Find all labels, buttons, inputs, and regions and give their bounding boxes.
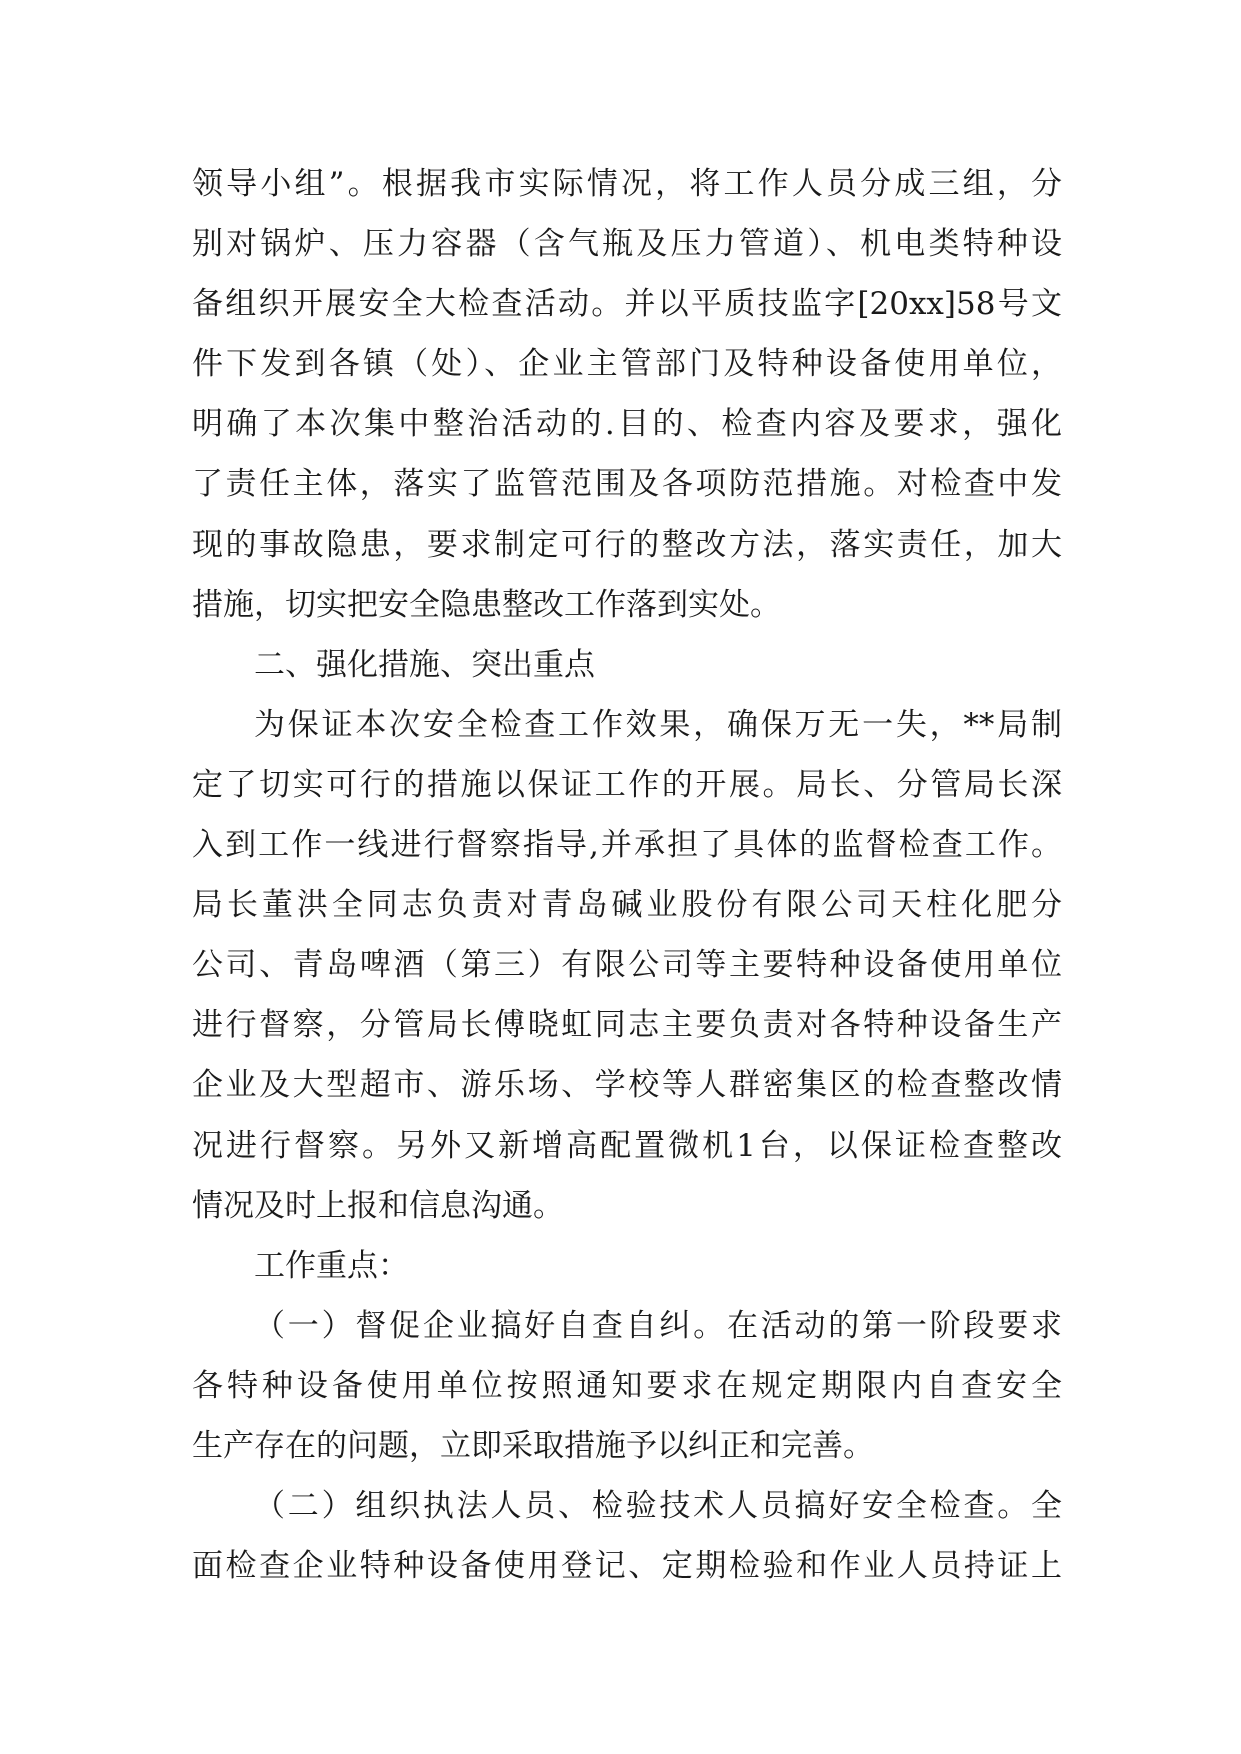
- paragraph-line: 领导小组”。根据我市实际情况，将工作人员分成三组，分: [192, 166, 1062, 202]
- paragraph-line: 件下发到各镇（处）、企业主管部门及特种设备使用单位，: [192, 346, 1062, 383]
- section-heading: 二、强化措施、突出重点: [254, 646, 595, 683]
- paragraph-line: 进行督察，分管局长傅晓虹同志主要负责对各特种设备生产: [192, 1007, 1062, 1044]
- paragraph-line: 入到工作一线进行督察指导,并承担了具体的监督检查工作。: [192, 827, 1062, 864]
- document-body: [192, 154, 1062, 1596]
- paragraph-line: （二）组织执法人员、检验技术人员搞好安全检查。全: [254, 1488, 1062, 1525]
- paragraph-line: 现的事故隐患，要求制定可行的整改方法，落实责任，加大: [192, 526, 1062, 563]
- paragraph-line: 面检查企业特种设备使用登记、定期检验和作业人员持证上: [192, 1548, 1062, 1585]
- paragraph-line: 况进行督察。另外又新增高配置微机1台，以保证检查整改: [192, 1127, 1062, 1164]
- paragraph-line: 措施，切实把安全隐患整改工作落到实处。: [192, 586, 781, 623]
- paragraph-line: （一）督促企业搞好自查自纠。在活动的第一阶段要求: [254, 1307, 1062, 1344]
- paragraph-line: 为保证本次安全检查工作效果，确保万无一失，**局制: [254, 706, 1062, 743]
- paragraph-line: 别对锅炉、压力容器（含气瓶及压力管道）、机电类特种设: [192, 226, 1062, 263]
- paragraph-line: 明确了本次集中整治活动的.目的、检查内容及要求，强化: [192, 406, 1062, 443]
- paragraph-line: 备组织开展安全大检查活动。并以平质技监字[20xx]58号文: [192, 286, 1062, 323]
- section-heading: 工作重点：: [254, 1247, 409, 1284]
- paragraph-line: 局长董洪全同志负责对青岛碱业股份有限公司天柱化肥分: [192, 887, 1062, 924]
- paragraph-line: 公司、青岛啤酒（第三）有限公司等主要特种设备使用单位: [192, 947, 1062, 984]
- paragraph-line: 了责任主体，落实了监管范围及各项防范措施。对检查中发: [192, 466, 1062, 503]
- paragraph-line: 企业及大型超市、游乐场、学校等人群密集区的检查整改情: [192, 1067, 1062, 1104]
- paragraph-line: 定了切实可行的措施以保证工作的开展。局长、分管局长深: [192, 766, 1062, 803]
- paragraph-line: 各特种设备使用单位按照通知要求在规定期限内自查安全: [192, 1367, 1062, 1404]
- paragraph-line: 生产存在的问题，立即采取措施予以纠正和完善。: [192, 1427, 874, 1464]
- paragraph-line: 情况及时上报和信息沟通。: [192, 1187, 564, 1224]
